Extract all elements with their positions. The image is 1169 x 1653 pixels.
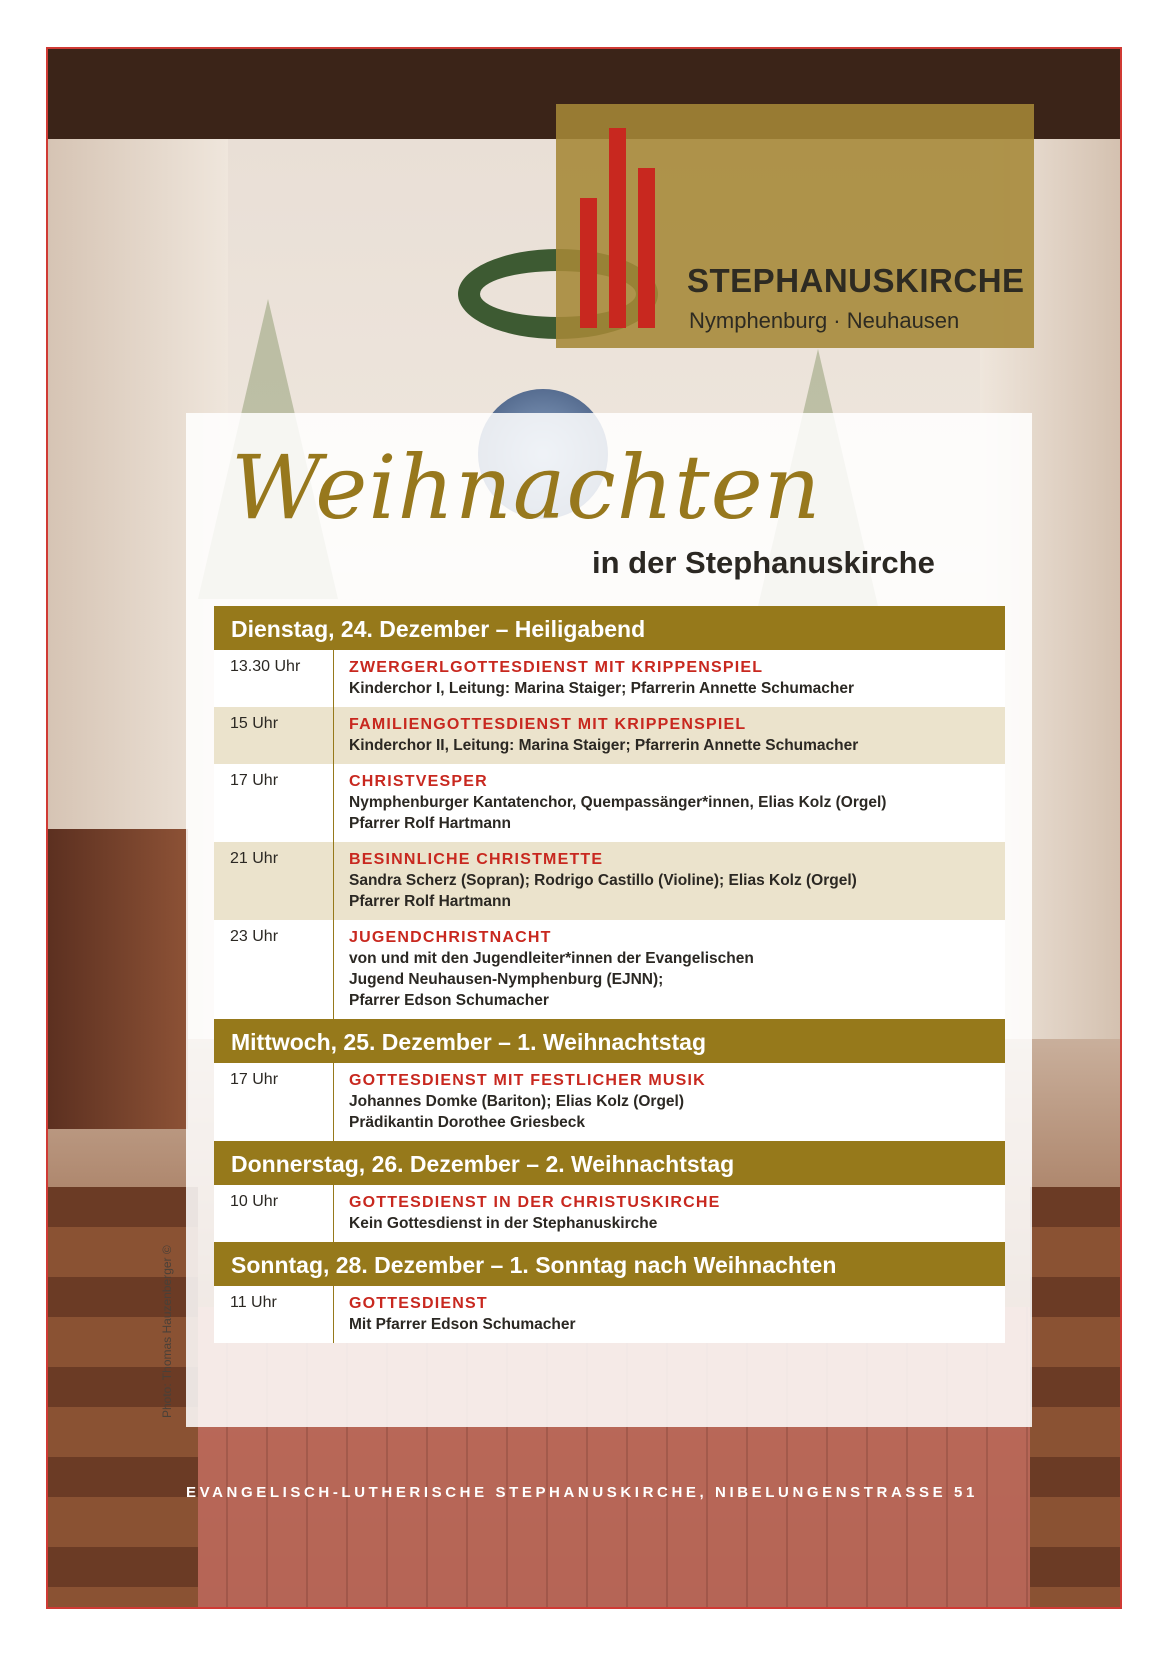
service-row xyxy=(214,1185,1005,1242)
service-row xyxy=(214,1286,1005,1343)
footer-address: EVANGELISCH-LUTHERISCHE STEPHANUSKIRCHE, NIBELUNGENSTRASSE 51 xyxy=(186,1484,978,1501)
logo-subtitle: Nymphenburg · Neuhausen xyxy=(689,308,960,333)
day-heading: Donnerstag, 26. Dezember – 2. Weihnachtstag xyxy=(214,1141,1005,1185)
service-schedule xyxy=(214,606,1005,1343)
pulpit xyxy=(48,829,188,1129)
service-description: Pfarrer Rolf Hartmann xyxy=(349,815,511,832)
service-time: 17 Uhr xyxy=(214,1063,334,1141)
service-description: Nymphenburger Kantatenchor, Quempassänger*innen, Elias Kolz (Orgel) xyxy=(349,794,887,811)
day-heading: Dienstag, 24. Dezember – Heiligabend xyxy=(214,606,1005,650)
service-time: 15 Uhr xyxy=(214,707,334,764)
service-name: ZWERGERLGOTTESDIENST MIT KRIPPENSPIEL xyxy=(349,659,764,676)
service-name: JUGENDCHRISTNACHT xyxy=(349,929,552,946)
pews-right xyxy=(1030,1187,1120,1607)
service-name: BESINNLICHE CHRISTMETTE xyxy=(349,851,604,868)
page-title: Weihnachten xyxy=(231,436,822,539)
service-time: 11 Uhr xyxy=(214,1286,334,1343)
service-description: Kinderchor I, Leitung: Marina Staiger; Pfarrerin Annette Schumacher xyxy=(349,680,854,697)
service-name: GOTTESDIENST IN DER CHRISTUSKIRCHE xyxy=(349,1194,721,1211)
service-description: Sandra Scherz (Sopran); Rodrigo Castillo (Violine); Elias Kolz (Orgel) xyxy=(349,872,857,889)
service-row xyxy=(214,707,1005,764)
service-description: Mit Pfarrer Edson Schumacher xyxy=(349,1316,576,1333)
service-description: Kinderchor II, Leitung: Marina Staiger; Pfarrerin Annette Schumacher xyxy=(349,737,859,754)
service-row xyxy=(214,842,1005,920)
pews-left xyxy=(48,1187,198,1607)
day-heading: Sonntag, 28. Dezember – 1. Sonntag nach Weihnachten xyxy=(214,1242,1005,1286)
day-heading: Mittwoch, 25. Dezember – 1. Weihnachtstag xyxy=(214,1019,1005,1063)
service-row xyxy=(214,1063,1005,1141)
service-name: GOTTESDIENST xyxy=(349,1295,488,1312)
service-description: Prädikantin Dorothee Griesbeck xyxy=(349,1114,586,1131)
service-time: 21 Uhr xyxy=(214,842,334,920)
page-subtitle: in der Stephanuskirche xyxy=(592,545,935,580)
service-description: Pfarrer Edson Schumacher xyxy=(349,992,549,1009)
service-row xyxy=(214,650,1005,707)
service-time: 10 Uhr xyxy=(214,1185,334,1242)
service-row xyxy=(214,920,1005,1019)
service-description: Kein Gottesdienst in der Stephanuskirche xyxy=(349,1215,658,1232)
service-name: CHRISTVESPER xyxy=(349,773,488,790)
service-name: FAMILIENGOTTESDIENST MIT KRIPPENSPIEL xyxy=(349,716,747,733)
organ-pipes-logo-icon xyxy=(580,128,660,328)
service-description: Jugend Neuhausen-Nymphenburg (EJNN); xyxy=(349,971,664,988)
logo-block xyxy=(556,104,1034,348)
service-name: GOTTESDIENST MIT FESTLICHER MUSIK xyxy=(349,1072,706,1089)
service-time: 13.30 Uhr xyxy=(214,650,334,707)
logo-name: STEPHANUSKIRCHE xyxy=(687,262,1025,299)
service-description: Pfarrer Rolf Hartmann xyxy=(349,893,511,910)
service-description: von und mit den Jugendleiter*innen der Evangelischen xyxy=(349,950,754,967)
service-time: 17 Uhr xyxy=(214,764,334,842)
service-description: Johannes Domke (Bariton); Elias Kolz (Orgel) xyxy=(349,1093,685,1110)
photo-credit: Photo: Thomas Hauzenberger © xyxy=(160,1245,174,1418)
service-time: 23 Uhr xyxy=(214,920,334,1019)
service-row xyxy=(214,764,1005,842)
